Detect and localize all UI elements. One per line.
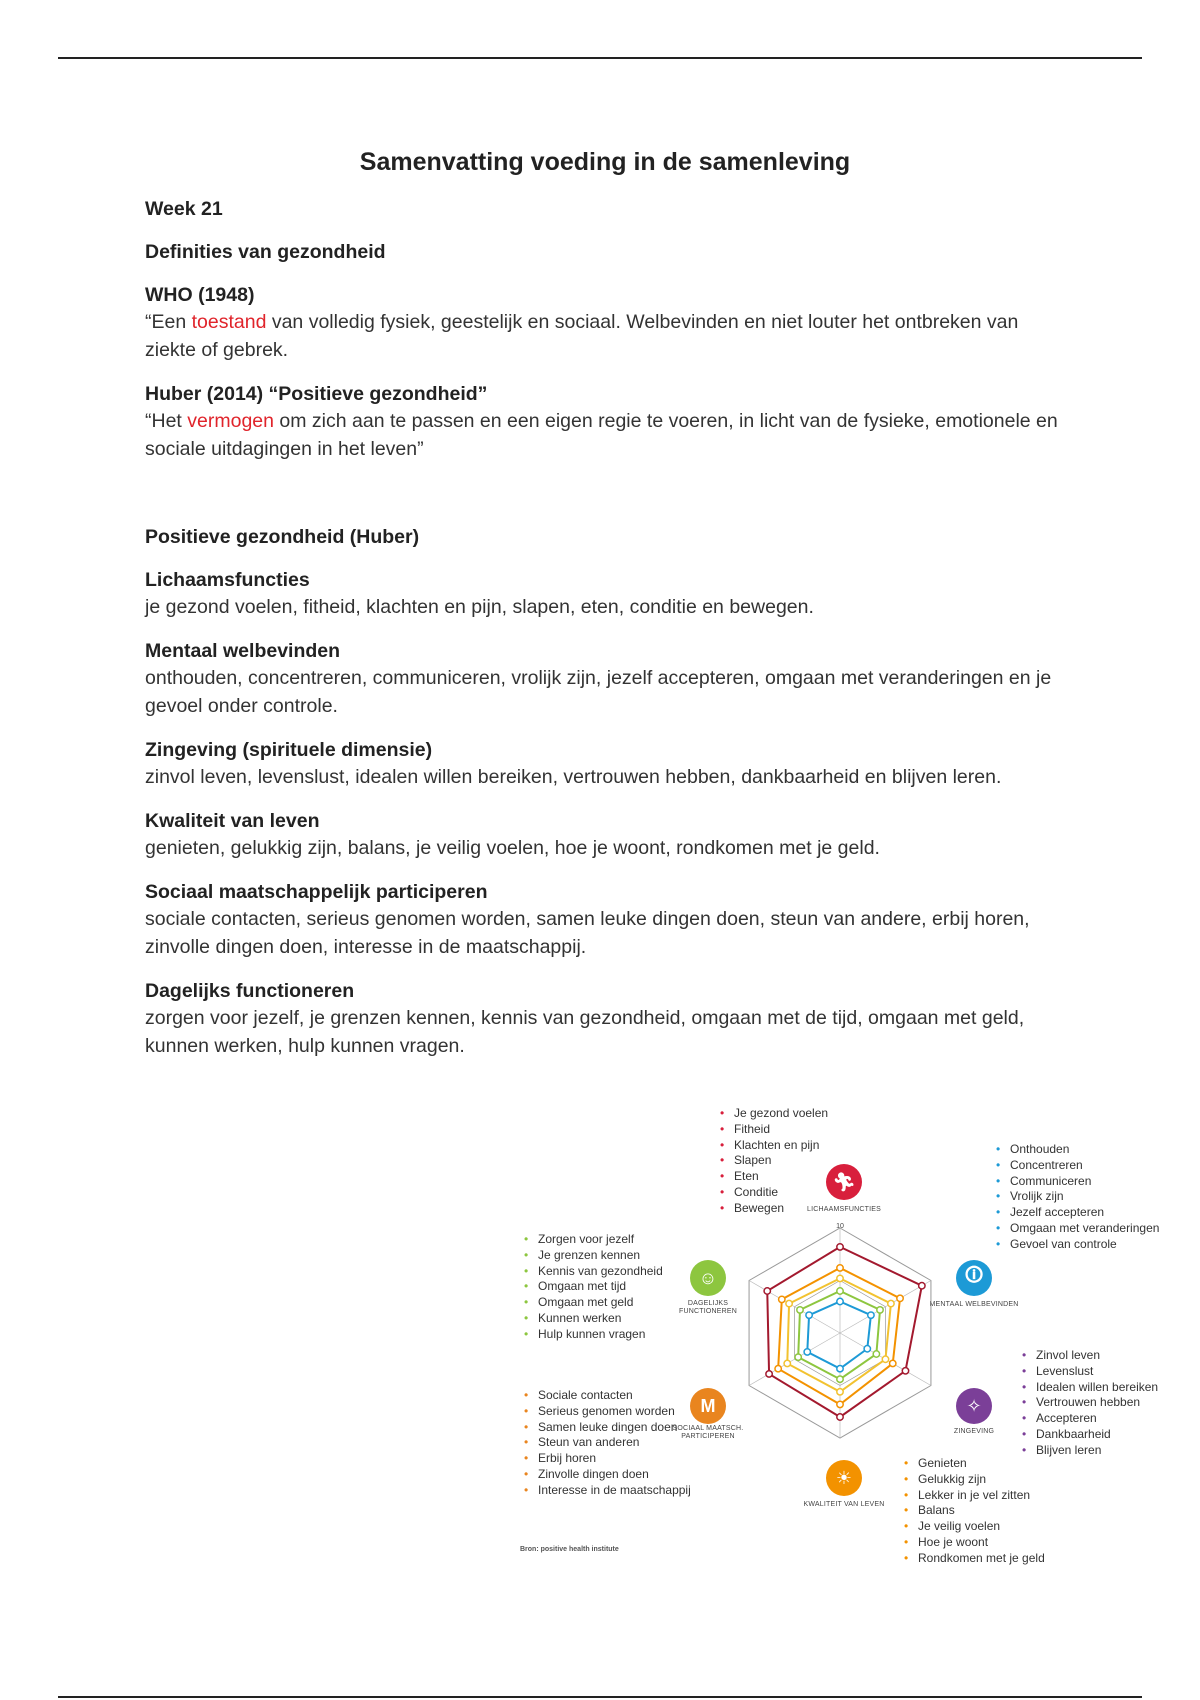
web-point xyxy=(890,1360,896,1366)
web-point xyxy=(837,1401,843,1407)
person-icon: 🛈︎ xyxy=(956,1260,992,1296)
dimension-heading: Mentaal welbevinden xyxy=(145,640,341,662)
web-point xyxy=(837,1414,843,1420)
web-point xyxy=(837,1376,843,1382)
label-lichaamsfuncties: LICHAAMSFUNCTIES xyxy=(807,1206,881,1213)
label-dagelijks-functioneren: DAGELIJKS FUNCTIONEREN xyxy=(678,1300,737,1315)
dimension-heading: Zingeving (spirituele dimensie) xyxy=(145,739,433,761)
list-dagelijks-functioneren: • Zorgen voor jezelf • Je grenzen kennen • Kennis van gezondheid • Omgaan met tijd • Omgaan met geld • Kunnen werken • Hulp kunnen vragen xyxy=(522,1232,663,1343)
huber-quote: “Het vermogen om zich aan te passen en een eigen regie te voeren, in licht van de fysieke, emotionele en sociale uitdagingen in het leven” xyxy=(145,410,1058,460)
who-heading: WHO (1948) xyxy=(145,284,255,306)
web-point xyxy=(775,1366,781,1372)
list-mentaal-welbevinden: • Onthouden • Concentreren • Communiceren • Vrolijk zijn • Jezelf accepteren • Omgaan met veranderingen • Gevoel van controle xyxy=(994,1142,1159,1253)
dimension-section xyxy=(145,880,1065,961)
web-point xyxy=(764,1288,770,1294)
web-point xyxy=(779,1296,785,1302)
dimension-heading: Dagelijks functioneren xyxy=(145,980,355,1002)
positive-health-heading: Positieve gezondheid (Huber) xyxy=(145,526,420,548)
web-point xyxy=(806,1312,812,1318)
sun-icon: ☀ xyxy=(826,1460,862,1496)
web-point xyxy=(837,1244,843,1250)
huber-definition xyxy=(145,382,1065,463)
definitions-heading: Definities van gezondheid xyxy=(145,241,386,263)
dimension-text: je gezond voelen, fitheid, klachten en pijn, slapen, eten, conditie en bewegen. xyxy=(145,596,814,618)
web-point xyxy=(888,1300,894,1306)
pray-icon: ✧ xyxy=(956,1388,992,1424)
web-point xyxy=(797,1307,803,1313)
who-quote: “Een toestand van volledig fysiek, geestelijk en sociaal. Welbevinden en niet louter het ontbreken van ziekte of gebrek. xyxy=(145,311,1019,361)
web-point xyxy=(837,1288,843,1294)
list-lichaamsfuncties: • Je gezond voelen • Fitheid • Klachten en pijn • Slapen • Eten • Conditie • Bewegen xyxy=(718,1106,828,1217)
bottom-rule xyxy=(58,1696,1142,1698)
web-series xyxy=(764,1244,925,1421)
web-series-line xyxy=(787,1278,891,1391)
document-page xyxy=(145,140,1065,1078)
list-zingeving: • Zinvol leven • Levenslust • Idealen willen bereiken • Vertrouwen hebben • Accepteren • Dankbaarheid • Blijven leren xyxy=(1020,1348,1158,1459)
web-point xyxy=(804,1349,810,1355)
label-kwaliteit-van-leven: KWALITEIT VAN LEVEN xyxy=(803,1501,885,1508)
web-point xyxy=(837,1275,843,1281)
list-kwaliteit-van-leven: • Genieten • Gelukkig zijn • Lekker in je vel zitten • Balans • Je veilig voelen • Hoe je woont • Rondkomen met je geld xyxy=(902,1456,1045,1567)
web-point xyxy=(864,1346,870,1352)
top-rule xyxy=(58,57,1142,59)
web-series-line xyxy=(807,1302,871,1369)
web-point xyxy=(786,1300,792,1306)
web-point xyxy=(837,1298,843,1304)
dimension-section xyxy=(145,568,1065,621)
label-mentaal-welbevinden: MENTAAL WELBEVINDEN xyxy=(929,1301,1019,1308)
positive-health-diagram xyxy=(510,1100,1175,1565)
label-zingeving: ZINGEVING xyxy=(953,1428,995,1435)
dimension-text: onthouden, concentreren, communiceren, vrolijk zijn, jezelf accepteren, omgaan met veranderingen en je gevoel onder controle. xyxy=(145,667,1052,717)
dimension-text: sociale contacten, serieus genomen worden, samen leuke dingen doen, steun van andere, erbij horen, zinvolle dingen doen, interesse in de maatschappij. xyxy=(145,908,1030,958)
who-keyword: toestand xyxy=(191,311,267,333)
dimension-text: zorgen voor jezelf, je grenzen kennen, kennis van gezondheid, omgaan met de tijd, omgaan met geld, kunnen werken, hulp kunnen vragen. xyxy=(145,1007,1025,1057)
week-heading: Week 21 xyxy=(145,198,223,220)
web-point xyxy=(766,1371,772,1377)
web-point xyxy=(837,1389,843,1395)
web-point xyxy=(882,1356,888,1362)
dimension-heading: Lichaamsfuncties xyxy=(145,569,310,591)
dimension-heading: Sociaal maatschappelijk participeren xyxy=(145,881,488,903)
dimension-section xyxy=(145,639,1065,720)
label-sociaal-participeren: SOCIAAL MAATSCH. PARTICIPEREN xyxy=(672,1425,744,1440)
dimension-section xyxy=(145,809,1065,862)
web-point xyxy=(897,1295,903,1301)
list-sociaal-participeren: • Sociale contacten • Serieus genomen worden • Samen leuke dingen doen • Steun van anderen • Erbij horen • Zinvolle dingen doen • Interesse in de maatschappij xyxy=(522,1388,691,1499)
web-point xyxy=(902,1368,908,1374)
spider-web-chart xyxy=(510,1100,1175,1565)
web-point xyxy=(837,1366,843,1372)
people-icon: M xyxy=(690,1388,726,1424)
web-point xyxy=(868,1312,874,1318)
web-point xyxy=(795,1354,801,1360)
web-point xyxy=(873,1351,879,1357)
web-point xyxy=(919,1283,925,1289)
dimension-text: zinvol leven, levenslust, idealen willen bereiken, vertrouwen hebben, dankbaarheid en blijven leren. xyxy=(145,766,1002,788)
document-title: Samenvatting voeding in de samenleving xyxy=(359,148,851,176)
dimension-section xyxy=(145,979,1065,1060)
huber-keyword: vermogen xyxy=(187,410,274,432)
running-figure-icon: 🏃︎ xyxy=(826,1164,862,1200)
scale-top-label: 10 xyxy=(836,1223,844,1230)
hands-icon: ☺ xyxy=(690,1260,726,1296)
web-series-line xyxy=(767,1247,922,1417)
source-note: Bron: positive health institute xyxy=(520,1546,619,1553)
web-point xyxy=(837,1265,843,1271)
dimension-heading: Kwaliteit van leven xyxy=(145,810,320,832)
huber-heading: Huber (2014) “Positieve gezondheid” xyxy=(145,383,488,405)
dimension-text: genieten, gelukkig zijn, balans, je veilig voelen, hoe je woont, rondkomen met je geld. xyxy=(145,837,880,859)
dimension-section xyxy=(145,738,1065,791)
who-definition xyxy=(145,283,1065,364)
web-point xyxy=(877,1307,883,1313)
web-point xyxy=(784,1360,790,1366)
